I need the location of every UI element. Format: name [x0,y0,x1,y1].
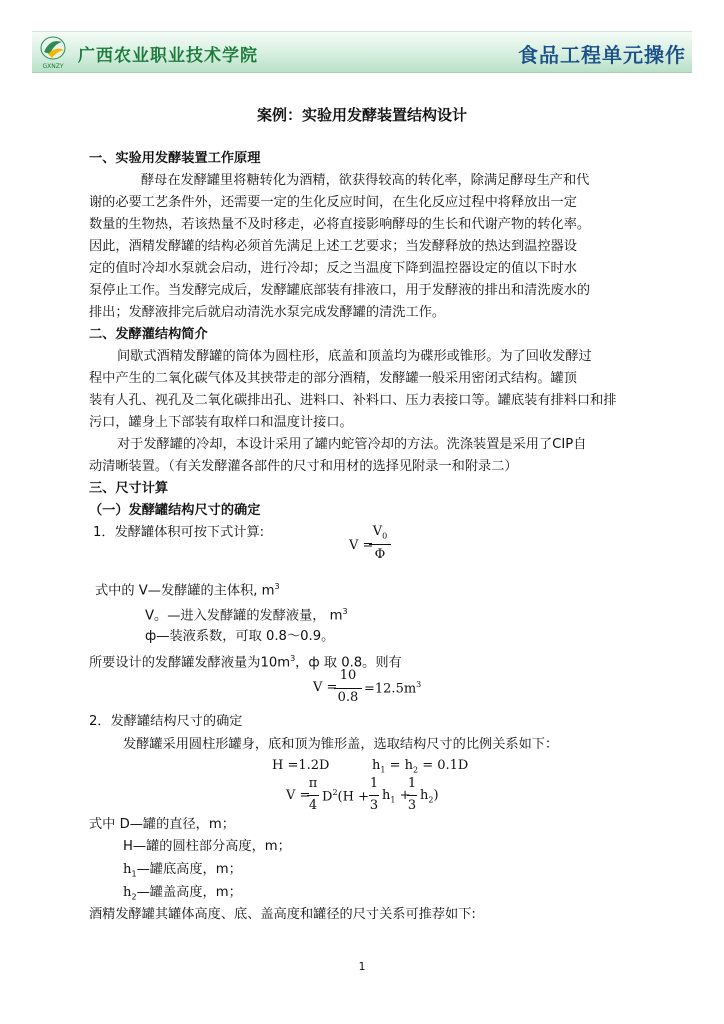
svg-text:GXNZY: GXNZY [42,63,64,70]
paragraph-line: 酵母在发酵罐里将糖转化为酒精，欲获得较高的转化率，除满足酵母生产和代 [141,173,590,188]
paragraph-line: 发酵罐采用圆柱形罐身，底和顶为锥形盖，选取结构尺寸的比例关系如下： [123,737,559,752]
document-title: 案例：实验用发酵装置结构设计 [256,106,467,124]
paragraph-line: 数量的生物热，若该热量不及时移走，必将直接影响酵母的生长和代谢产物的转化率。 [89,217,591,232]
paragraph-line: 排出；发酵液排完后就启动清洗水泵完成发酵罐的清洗工作。 [89,305,446,320]
page-number: 1 [358,960,366,973]
paragraph-line: 谢的必要工艺条件外，还需要一定的生化反应时间，在生化反应过程中将释放出一定 [89,195,577,210]
paragraph-line: 对于发酵罐的冷却，本设计采用了罐内蛇管冷却的方法。洗涤装置是采用了CIP自 [117,437,587,452]
subsection-heading: （一）发酵罐结构尺寸的确定 [89,503,261,518]
where-line: H—罐的圆柱部分高度，m； [123,839,291,854]
definition-line: ф—装液系数，可取 0.8～0.9。 [145,629,335,644]
list-item: 1．发酵罐体积可按下式计算: [93,525,265,540]
definition-line: V。—进入发酵罐的发酵液量， $m^3$ [145,607,348,624]
course-name: 食品工程单元操作 [518,43,686,67]
paragraph-line: 定的值时冷却水泵就会启动，进行冷却；反之当温度下降到温控器设定的值以下时水 [89,261,577,276]
where-line: $h_2—$罐盖高度，m； [123,885,242,902]
where-line: 式中 D—罐的直径，m； [89,817,235,832]
college-name: 广西农业职业技术学院 [78,46,258,66]
formula-cap-ratio: $h_1 = h_2 = 0.1D$ [372,758,469,775]
definition-line: 式中的 V—发酵罐的主体积, $m^3$ [95,582,280,599]
paragraph-line: 程中产生的二氧化碳气体及其挟带走的部分酒精，发酵罐一般采用密闭式结构。罐顶 [89,371,577,386]
paragraph-line: 间歇式酒精发酵罐的筒体为圆柱形，底盖和顶盖均为碟形或锥形。为了回收发酵过 [117,349,592,364]
paragraph-line: 污口，罐身上下部装有取样口和温度计接口。 [89,415,353,430]
paragraph-line: 泵停止工作。当发酵完成后，发酵罐底部装有排液口，用于发酵液的排出和清洗废水的 [89,283,591,298]
list-item: 2．发酵罐结构尺寸的确定 [89,714,243,729]
paragraph-line: 装有人孔、视孔及二氧化碳排出孔、进料口、补料口、压力表接口等。罐底装有排料口和排 [89,393,617,408]
paragraph-line: 酒精发酵罐其罐体高度、底、盖高度和罐径的尺寸关系可推荐如下: [89,907,476,922]
given-line: 所要设计的发酵罐发酵液量为$10m^3$，ф 取 0.8。则有 [89,654,402,671]
formula-height-ratio: H =1.2D [272,758,330,773]
section-3-heading: 三、尺寸计算 [89,481,169,496]
college-logo [36,34,70,70]
section-2-heading: 二、发酵灌结构简介 [89,327,208,342]
header-banner [32,31,692,73]
section-1-heading: 一、实验用发酵装置工作原理 [89,151,261,166]
where-line: $h_1—$罐底高度，m； [123,862,242,879]
paragraph-line: 因此，酒精发酵罐的结构必须首先满足上述工艺要求；当发酵释放的热达到温控器设 [89,239,577,254]
paragraph-line: 动清晰装置。（有关发酵灌各部件的尺寸和用材的选择见附录一和附录二） [89,459,518,474]
